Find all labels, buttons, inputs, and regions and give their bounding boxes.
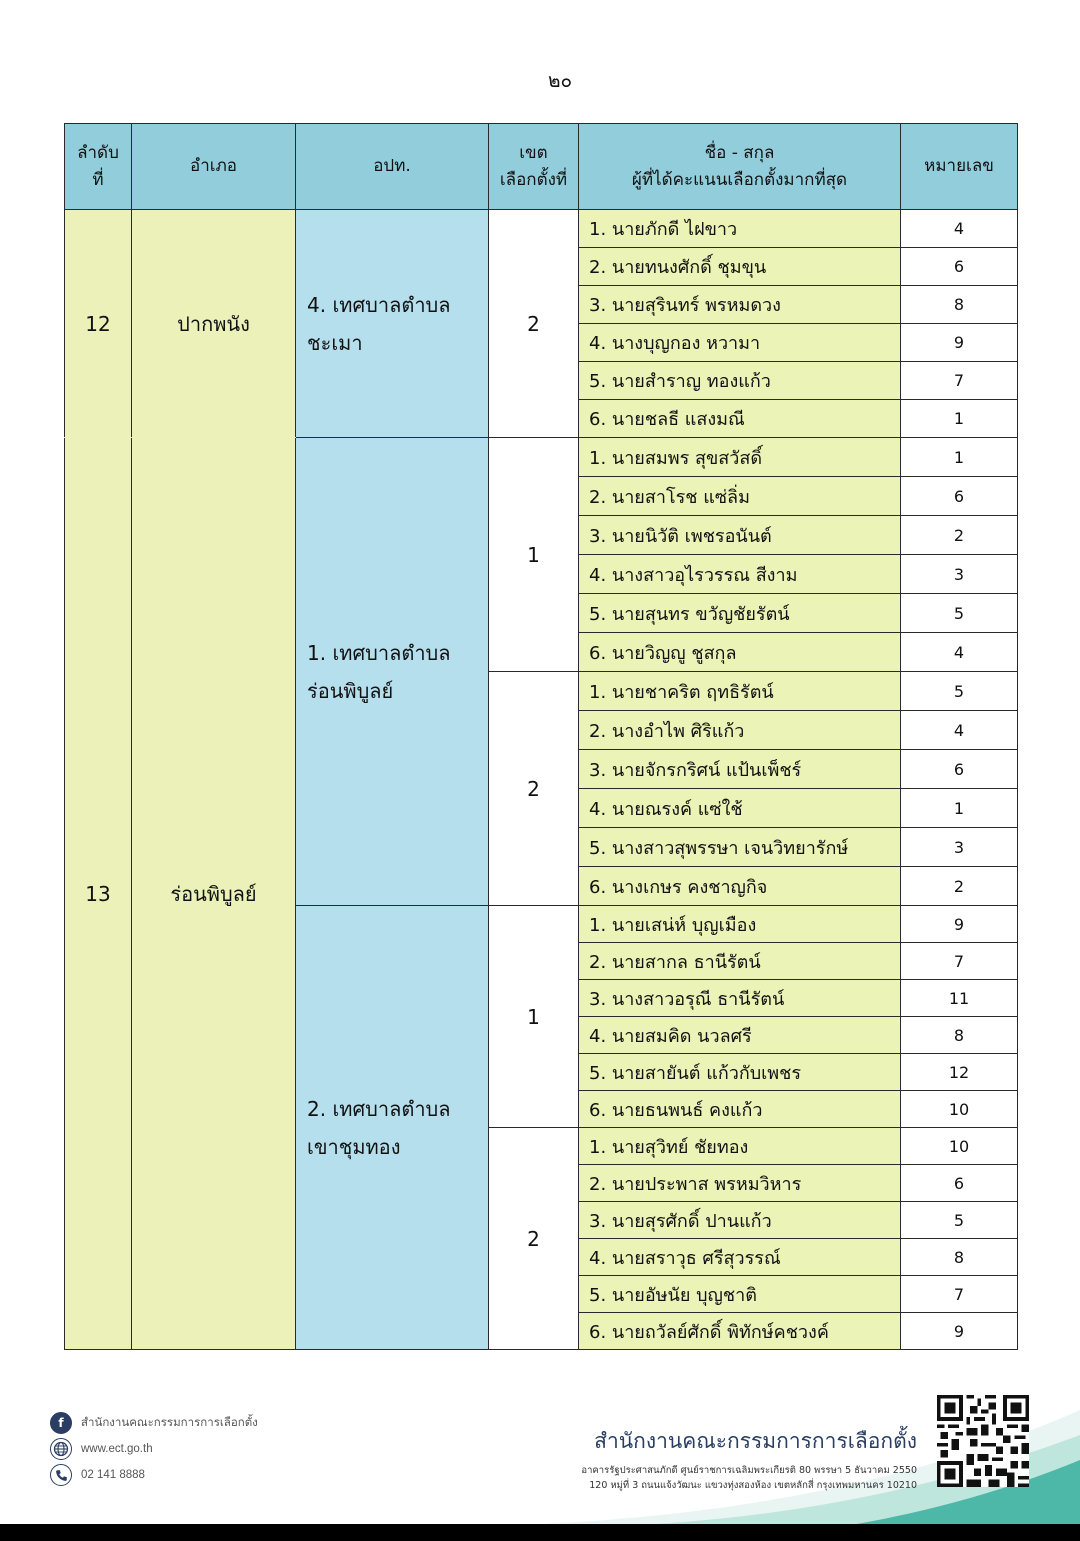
contact-website[interactable] [50, 1436, 258, 1462]
header-org: อปท. [296, 124, 489, 210]
candidate-number-cell: 9 [901, 324, 1018, 362]
candidate-number-cell: 3 [901, 828, 1018, 867]
candidate-number-cell: 7 [901, 1276, 1018, 1313]
candidate-name-cell: 6. นายถวัลย์ศักดิ์ พิทักษ์คชวงค์ [579, 1313, 901, 1350]
candidate-number-cell: 6 [901, 248, 1018, 286]
constituency-cell: 1 [489, 438, 579, 672]
table-header-row [65, 124, 1018, 210]
org-name: สำนักงานคณะกรรมการการเลือกตั้ง [594, 1429, 917, 1453]
candidate-number-cell: 12 [901, 1054, 1018, 1091]
candidate-number-cell: 8 [901, 1239, 1018, 1276]
candidate-number-cell: 2 [901, 516, 1018, 555]
header-district: อำเภอ [132, 124, 296, 210]
header-no: ลำดับ ที่ [65, 124, 132, 210]
district-cell: ร่อนพิบูลย์ [132, 438, 296, 1350]
candidate-name-cell: 1. นายสมพร สุขสวัสดิ์ [579, 438, 901, 477]
phone-text: 02 141 8888 [81, 1469, 145, 1481]
candidate-name-cell: 5. นายอัษนัย บุญชาติ [579, 1276, 901, 1313]
contact-phone[interactable] [50, 1462, 258, 1488]
candidate-name-cell: 2. นายทนงศักดิ์ ชุมขุน [579, 248, 901, 286]
candidate-name-cell: 1. นายสุวิทย์ ชัยทอง [579, 1128, 901, 1165]
constituency-cell: 2 [489, 1128, 579, 1350]
constituency-cell: 2 [489, 672, 579, 906]
candidate-number-cell: 4 [901, 210, 1018, 248]
candidate-number-cell: 10 [901, 1091, 1018, 1128]
candidate-name-cell: 1. นายภักดี ไฝขาว [579, 210, 901, 248]
org-address-line1: อาคารรัฐประศาสนภักดี ศูนย์ราชการเฉลิมพระเกียรติ 80 พรรษา 5 ธันวาคม 2550 [581, 1465, 917, 1476]
local-admin-name-line: 2. เทศบาลตำบล [307, 1096, 451, 1121]
header-name: ชื่อ - สกุล ผู้ที่ได้คะแนนเลือกตั้งมากที่สุด [579, 124, 901, 210]
candidate-number-cell: 5 [901, 594, 1018, 633]
candidate-name-cell: 5. นางสาวสุพรรษา เจนวิทยารักษ์ [579, 828, 901, 867]
candidate-name-cell: 3. นายสุรินทร์ พรหมดวง [579, 286, 901, 324]
candidate-name-cell: 3. นางสาวอรุณี ธานีรัตน์ [579, 980, 901, 1017]
candidate-number-cell: 5 [901, 1202, 1018, 1239]
candidate-name-cell: 5. นายสำราญ ทองแก้ว [579, 362, 901, 400]
candidate-name-cell: 6. นายชลธี แสงมณี [579, 400, 901, 438]
header-number: หมายเลข [901, 124, 1018, 210]
website-text: www.ect.go.th [81, 1443, 153, 1455]
candidate-name-cell: 5. นายสุนทร ขวัญชัยรัตน์ [579, 594, 901, 633]
candidate-number-cell: 11 [901, 980, 1018, 1017]
order-number-cell: 13 [65, 438, 132, 1350]
bottom-bar [0, 1524, 1080, 1541]
candidate-number-cell: 6 [901, 750, 1018, 789]
constituency-cell: 1 [489, 906, 579, 1128]
candidate-name-cell: 2. นายสากล ธานีรัตน์ [579, 943, 901, 980]
candidate-number-cell: 7 [901, 943, 1018, 980]
candidate-name-cell: 4. นายณรงค์ แซ่ใช้ [579, 789, 901, 828]
page-number: ๒๐ [547, 70, 573, 92]
candidate-number-cell: 8 [901, 286, 1018, 324]
candidate-name-cell: 3. นายนิวัติ เพชรอนันต์ [579, 516, 901, 555]
candidate-number-cell: 4 [901, 633, 1018, 672]
candidate-name-cell: 4. นายสมคิด นวลศรี [579, 1017, 901, 1054]
candidate-number-cell: 8 [901, 1017, 1018, 1054]
district-cell: ปากพนัง [132, 210, 296, 438]
candidate-number-cell: 6 [901, 1165, 1018, 1202]
candidate-number-cell: 5 [901, 672, 1018, 711]
table-row [65, 210, 1018, 248]
candidate-name-cell: 6. นายธนพนธ์ คงแก้ว [579, 1091, 901, 1128]
candidate-name-cell: 6. นางเกษร คงชาญกิจ [579, 867, 901, 906]
local-admin-name-line: เขาชุมทอง [307, 1134, 401, 1159]
candidate-number-cell: 4 [901, 711, 1018, 750]
local-admin-name-line: 4. เทศบาลตำบล [307, 292, 451, 317]
local-admin-name-line: 1. เทศบาลตำบล [307, 640, 451, 665]
candidate-name-cell: 4. นายสราวุธ ศรีสุวรรณ์ [579, 1239, 901, 1276]
candidate-number-cell: 9 [901, 906, 1018, 943]
election-results-table [64, 123, 1018, 1350]
candidate-number-cell: 9 [901, 1313, 1018, 1350]
candidate-name-cell: 1. นายชาคริต ฤทธิรัตน์ [579, 672, 901, 711]
candidate-name-cell: 6. นายวิญญู ชูสกุล [579, 633, 901, 672]
local-admin-cell [296, 210, 489, 438]
candidate-name-cell: 3. นายสุรศักดิ์ ปานแก้ว [579, 1202, 901, 1239]
candidate-name-cell: 4. นางสาวอุไรวรรณ สีงาม [579, 555, 901, 594]
facebook-text: สำนักงานคณะกรรมการการเลือกตั้ง [81, 1417, 258, 1429]
qr-code-icon[interactable] [937, 1395, 1029, 1487]
local-admin-name-line: ร่อนพิบูลย์ [307, 678, 394, 703]
globe-icon [50, 1438, 72, 1460]
candidate-name-cell: 3. นายจักรกริศน์ แป้นเพ็ชร์ [579, 750, 901, 789]
contact-block [50, 1410, 258, 1488]
candidate-number-cell: 6 [901, 477, 1018, 516]
local-admin-cell [296, 906, 489, 1350]
local-admin-name-line: ชะเมา [307, 330, 363, 355]
candidate-number-cell: 7 [901, 362, 1018, 400]
candidate-name-cell: 1. นายเสน่ห์ บุญเมือง [579, 906, 901, 943]
candidate-name-cell: 2. นายสาโรช แซ่ลิ่ม [579, 477, 901, 516]
org-address-line2: 120 หมู่ที่ 3 ถนนแจ้งวัฒนะ แขวงทุ่งสองห้อง เขตหลักสี่ กรุงเทพมหานคร 10210 [589, 1480, 917, 1492]
candidate-name-cell: 5. นายสายันต์ แก้วกับเพชร [579, 1054, 901, 1091]
candidate-number-cell: 3 [901, 555, 1018, 594]
candidate-number-cell: 1 [901, 438, 1018, 477]
candidate-name-cell: 2. นางอำไพ ศิริแก้ว [579, 711, 901, 750]
candidate-number-cell: 10 [901, 1128, 1018, 1165]
phone-icon [50, 1464, 72, 1486]
contact-facebook[interactable] [50, 1410, 258, 1436]
candidate-name-cell: 4. นางบุญกอง หวามา [579, 324, 901, 362]
header-zone: เขต เลือกตั้งที่ [489, 124, 579, 210]
table-row [65, 438, 1018, 477]
local-admin-cell [296, 438, 489, 906]
constituency-cell: 2 [489, 210, 579, 438]
candidate-name-cell: 2. นายประพาส พรหมวิหาร [579, 1165, 901, 1202]
candidate-number-cell: 1 [901, 789, 1018, 828]
candidate-number-cell: 1 [901, 400, 1018, 438]
order-number-cell: 12 [65, 210, 132, 438]
facebook-icon: f [50, 1412, 72, 1434]
candidate-number-cell: 2 [901, 867, 1018, 906]
org-block [581, 1425, 917, 1493]
